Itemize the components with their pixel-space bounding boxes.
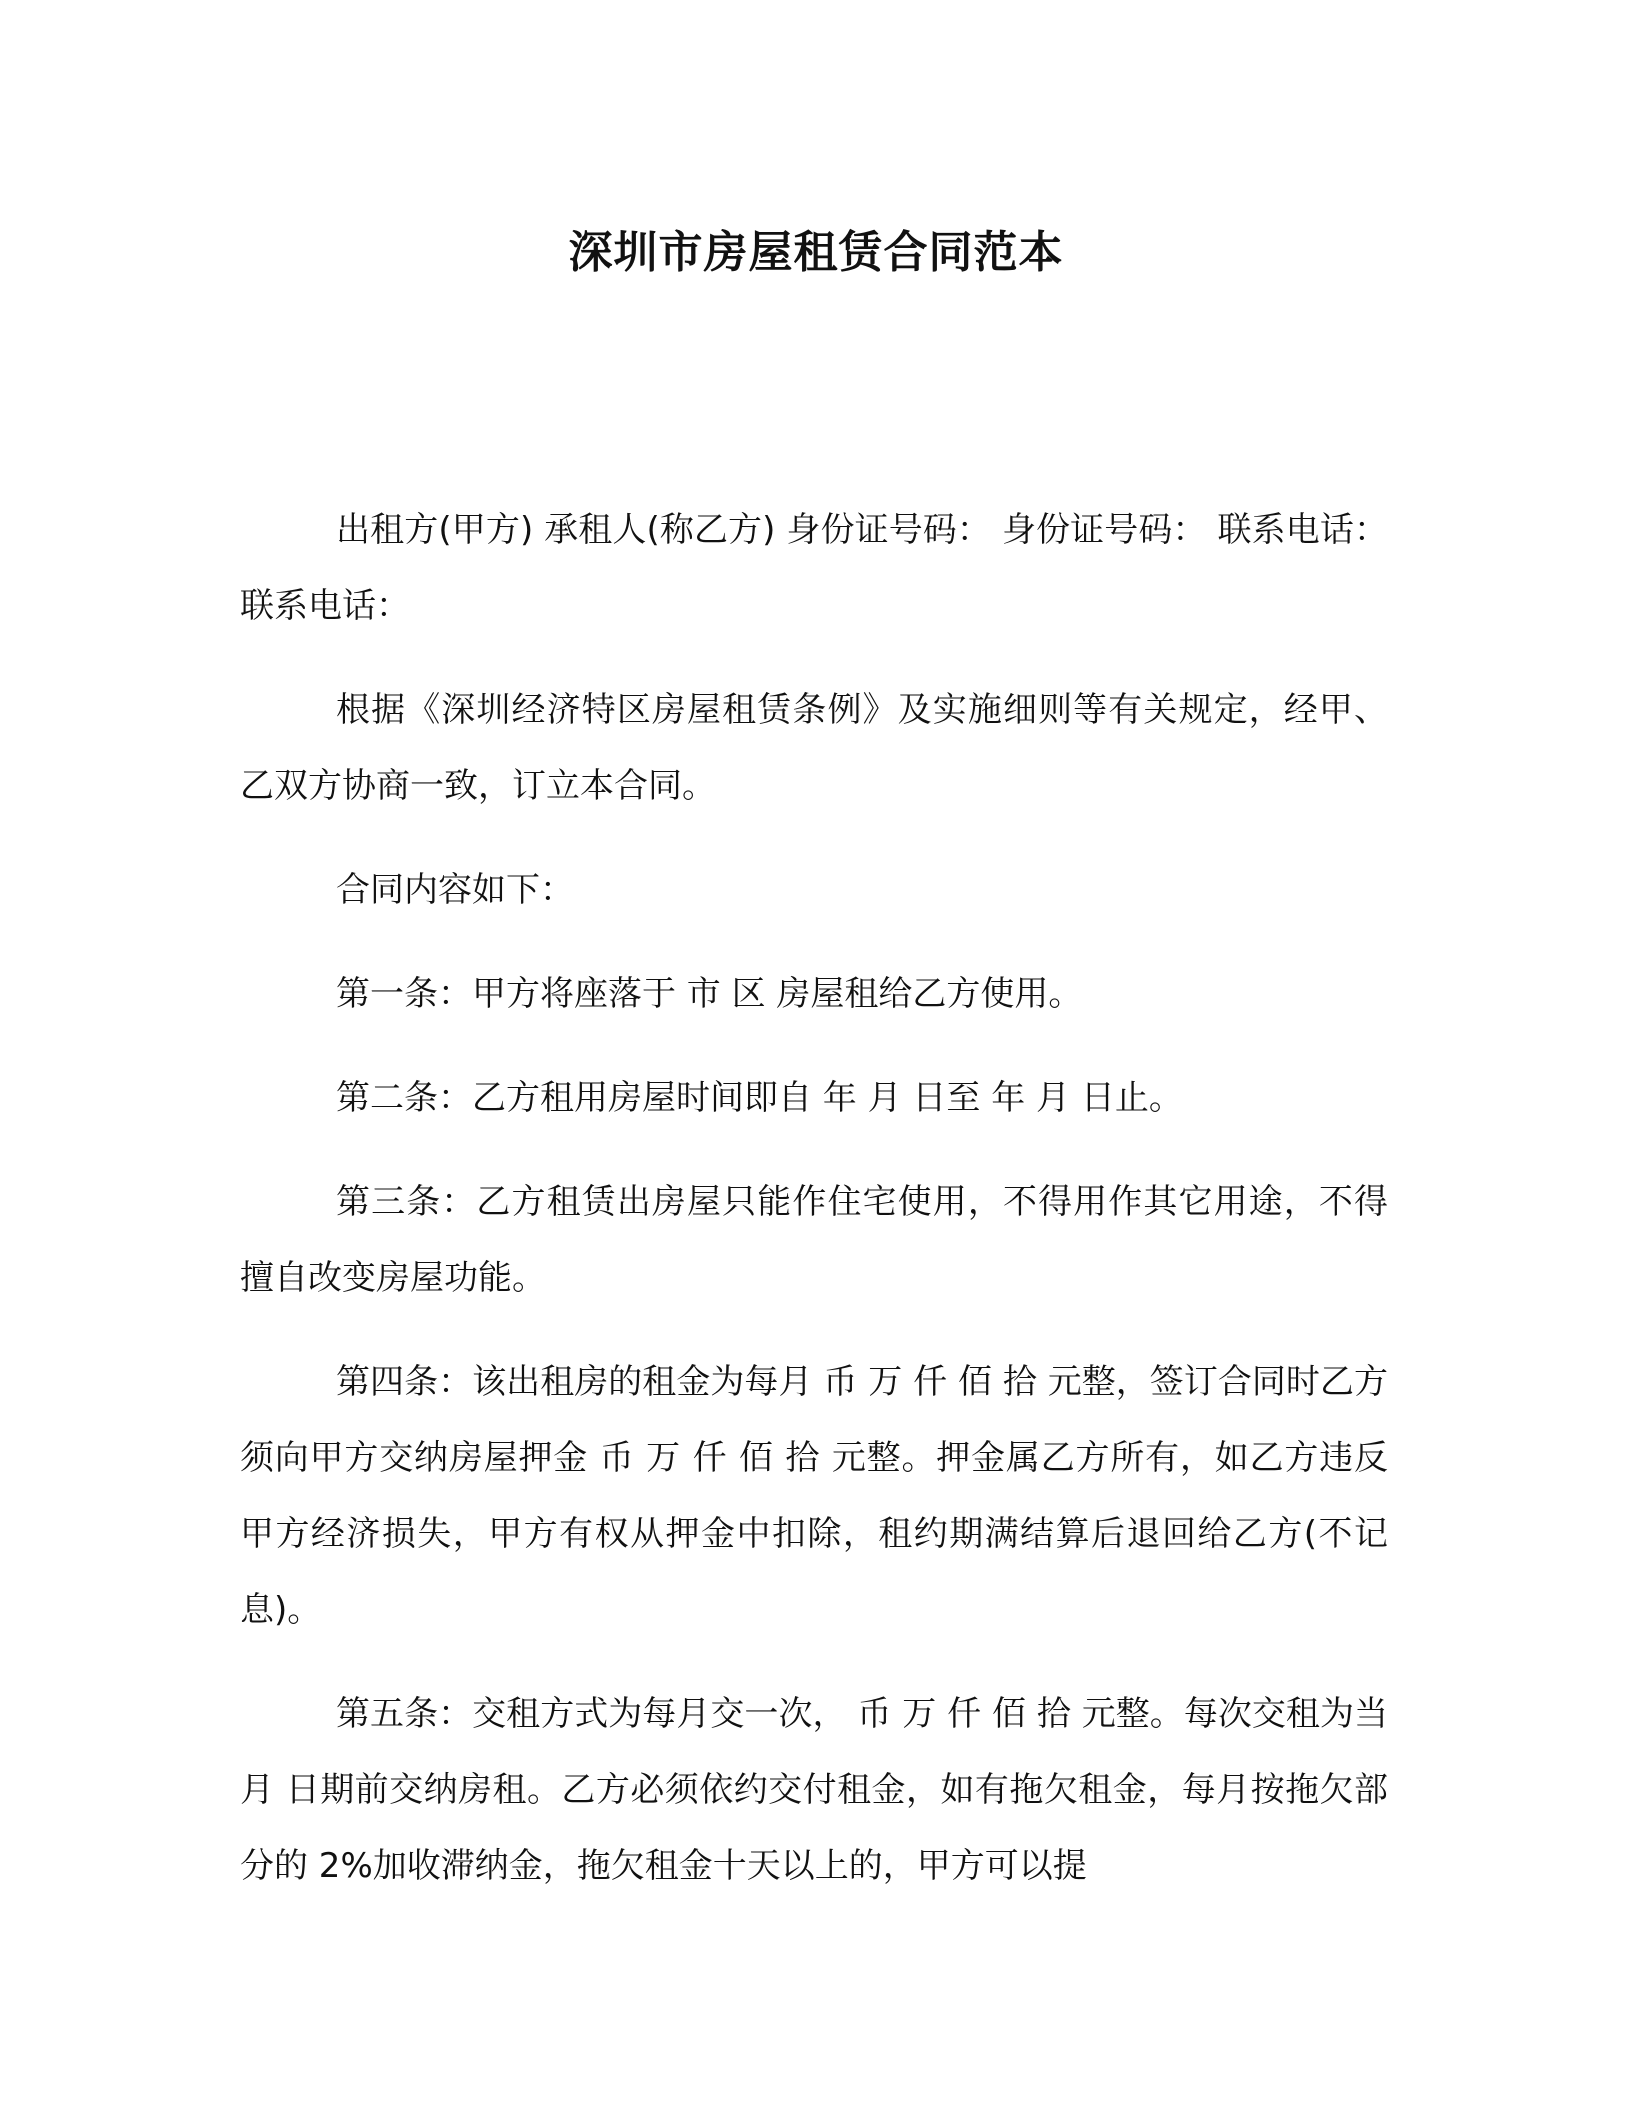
- paragraph-article-4: 第四条：该出租房的租金为每月 币 万 仟 佰 拾 元整，签订合同时乙方须向甲方交纳房屋押金 币 万 仟 佰 拾 元整。押金属乙方所有，如乙方违反甲方经济损失，甲方有权从押金中扣除，租约期满结算后退回给乙方(不记息)。: [240, 1362, 1388, 1630]
- paragraph-article-2: 第二条：乙方租用房屋时间即自 年 月 日至 年 月 日止。: [336, 1078, 1183, 1118]
- document-body: [240, 492, 1388, 1932]
- document-title: 深圳市房屋租赁合同范本: [568, 227, 1064, 278]
- paragraph-article-3: 第三条：乙方租赁出房屋只能作住宅使用，不得用作其它用途，不得擅自改变房屋功能。: [240, 1182, 1388, 1298]
- paragraph-article-5: 第五条：交租方式为每月交一次， 币 万 仟 佰 拾 元整。每次交租为当月 日期前交纳房租。乙方必须依约交付租金，如有拖欠租金，每月按拖欠部分的 2%加收滞纳金，拖欠租金十天以上的，甲方可以提: [240, 1694, 1388, 1886]
- paragraph-article-1: 第一条：甲方将座落于 市 区 房屋租给乙方使用。: [336, 974, 1083, 1014]
- paragraph-basis: 根据《深圳经济特区房屋租赁条例》及实施细则等有关规定，经甲、乙双方协商一致，订立本合同。: [240, 690, 1388, 806]
- paragraph-contents-intro: 合同内容如下：: [336, 870, 574, 910]
- paragraph-parties: 出租方(甲方) 承租人(称乙方) 身份证号码： 身份证号码： 联系电话： 联系电话：: [240, 510, 1388, 626]
